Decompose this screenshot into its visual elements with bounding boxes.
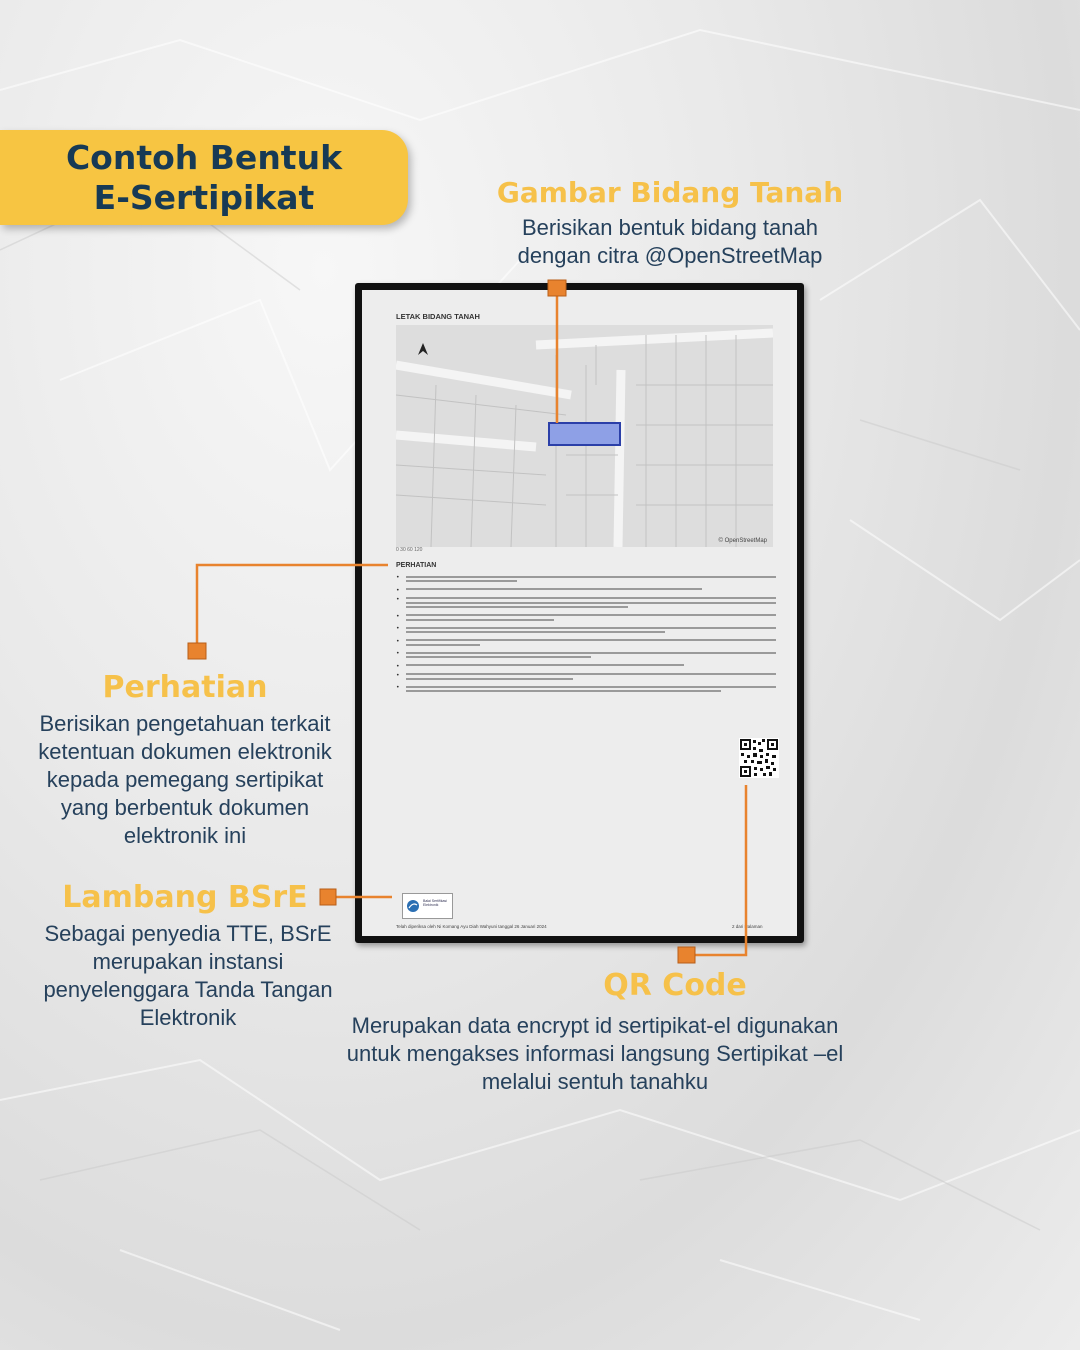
map-scale: 0 30 60 120 [396,547,423,553]
list-item: • [396,596,776,611]
list-item: • [396,672,776,683]
perhatian-heading: Perhatian [102,670,268,705]
perhatian-section-title: PERHATIAN [396,562,437,569]
gambar-desc-line: dengan citra @OpenStreetMap [517,243,823,268]
qr-code [739,738,779,778]
perhatian-desc-line: yang berbentuk dokumen [60,795,310,820]
land-parcel-map [396,325,773,547]
list-item: • [396,587,776,594]
certificate-page [362,290,797,936]
perhatian-description [10,710,360,850]
title-line-2: E-Sertipikat [93,177,315,217]
lambang-description [10,920,366,1032]
qr-heading: QR Code [603,968,747,1003]
lambang-desc-line: Elektronik [139,1005,237,1030]
perhatian-list [396,574,776,697]
perhatian-desc-line: elektronik ini [123,823,247,848]
map-graphic [396,325,773,547]
perhatian-desc-line: kepada pemegang sertipikat [46,767,324,792]
qr-description [330,1012,860,1096]
map-credit: © OpenStreetMap [718,538,767,544]
gambar-heading: Gambar Bidang Tanah [496,176,844,209]
list-item: • [396,638,776,649]
list-item: • [396,663,776,670]
list-item: • [396,684,776,695]
marker-qr [678,947,695,963]
marker-perhatian [188,643,206,659]
list-item: • [396,650,776,661]
gambar-desc-line: Berisikan bentuk bidang tanah [522,215,818,240]
title-badge [0,130,408,225]
gambar-description [490,214,850,270]
list-item: • [396,574,776,585]
perhatian-desc-line: Berisikan pengetahuan terkait [39,711,331,736]
lambang-desc-line: Sebagai penyedia TTE, BSrE [44,921,332,946]
bsre-logo [402,893,453,919]
lambang-heading: Lambang BSrE [62,880,308,915]
bsre-emblem-icon [406,899,420,913]
map-section-title: LETAK BIDANG TANAH [396,312,480,321]
qr-desc-line: melalui sentuh tanahku [481,1069,709,1094]
bsre-logo-text: Balai Sertifikasi Elektronik [423,899,447,907]
lambang-desc-line: penyelenggara Tanda Tangan [43,977,333,1002]
list-item: • [396,613,776,624]
qr-desc-line: Merupakan data encrypt id sertipikat-el digunakan [351,1013,839,1038]
land-parcel-highlight [549,423,620,445]
qr-desc-line: untuk mengakses informasi langsung Sertipikat –el [346,1041,844,1066]
footer-verification-text: Telah diperiksa oleh Ni Komang Ayu Diah Wahyuni tanggal 26 Januari 2024 [396,924,547,929]
qr-code-icon [739,738,779,778]
certificate-document-frame [355,283,804,943]
title-line-1: Contoh Bentuk [65,137,343,177]
lambang-desc-line: merupakan instansi [92,949,284,974]
list-item: • [396,625,776,636]
footer-page-number: 2 dari Halaman [732,924,763,929]
perhatian-desc-line: ketentuan dokumen elektronik [38,739,332,764]
